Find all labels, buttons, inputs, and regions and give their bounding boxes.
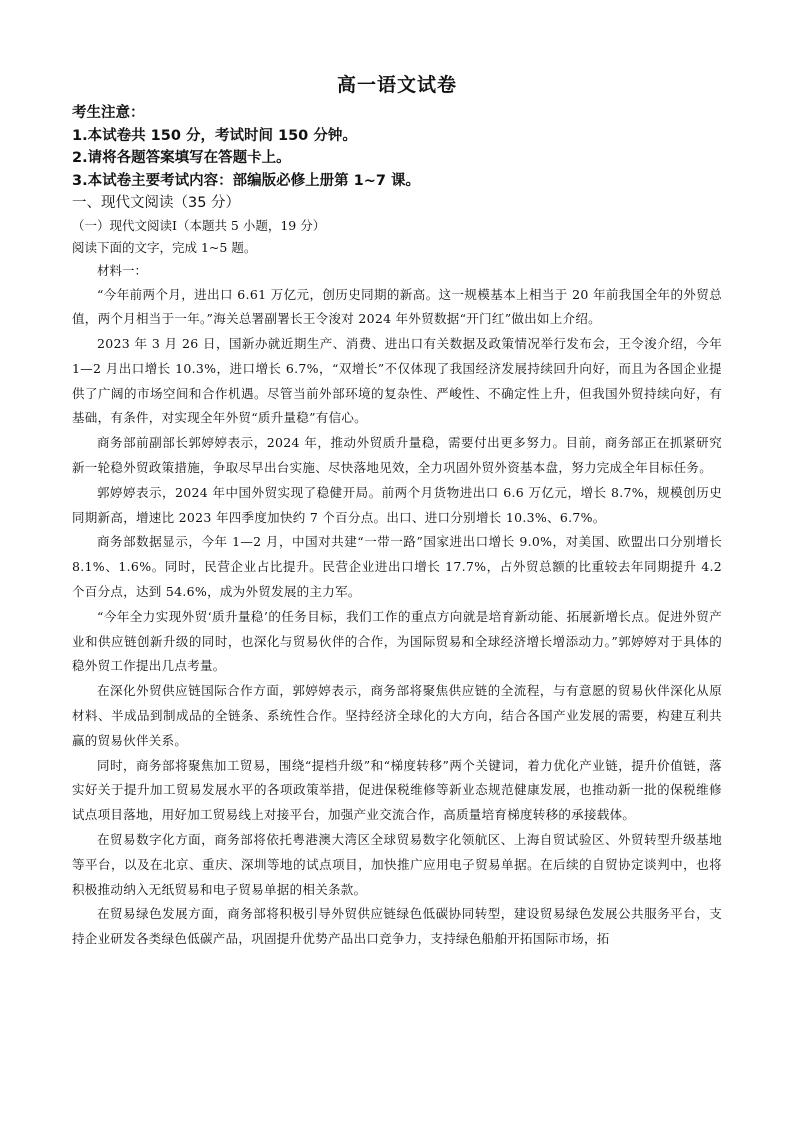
- reading-instruction: 阅读下面的文字，完成 1~5 题。: [72, 239, 257, 255]
- paragraph: 商务部数据显示，今年 1—2 月，中国对共建“一带一路”国家进出口增长 9.0%，对美国、欧盟出口分别增长 8.1%、1.6%。同时，民营企业占比提升。民营企业进出口增长 17.7%，占外贸总额的比重较去年同期提升 4.2 个百分点，达到 54.6%，成为外贸发展的主力军。: [72, 534, 722, 600]
- notice-item-2: 2.请将各题答案填写在答题卡上。: [72, 150, 291, 166]
- paragraph: 在深化外贸供应链国际合作方面，郭婷婷表示，商务部将聚焦供应链的全流程，与有意愿的贸易伙伴深化从原材料、半成品到制成品的全链条、系统性合作。坚持经济全球化的大方向，结合各国产业发展的需要，构建互利共赢的贸易伙伴关系。: [72, 683, 722, 748]
- notice-item-1: 1.本试卷共 150 分，考试时间 150 分钟。: [72, 127, 357, 144]
- exam-notice: [72, 102, 722, 192]
- material-label: 材料一：: [97, 262, 148, 278]
- paragraph: 商务部前副部长郭婷婷表示，2024 年，推动外贸质升量稳，需要付出更多努力。目前，商务部正在抓紧研究新一轮稳外贸政策措施，争取尽早出台实施、尽快落地见效，全力巩固外贸外资基本盘，努力完成全年目标任务。: [72, 435, 722, 476]
- section-modern-reading: [72, 192, 722, 952]
- paragraph: 在贸易绿色发展方面，商务部将积极引导外贸供应链绿色低碳协同转型，建设贸易绿色发展公共服务平台，支持企业研发各类绿色低碳产品，巩固提升优势产品出口竞争力，支持绿色船舶开拓国际市场，拓: [72, 906, 722, 947]
- paragraph: “今年前两个月，进出口 6.61 万亿元，创历史同期的新高。这一规模基本上相当于 20 年前我国全年的外贸总值，两个月相当于一年。”海关总署副署长王令浚对 2024 年外贸数据“开门红”做出如上介绍。: [72, 286, 722, 327]
- subsection-heading: （一）现代文阅读Ⅰ（本题共 5 小题，19 分）: [72, 217, 326, 233]
- notice-item-3: 3.本试卷主要考试内容：部编版必修上册第 1~7 课。: [72, 172, 421, 189]
- paragraph: “今年全力实现外贸‘质升量稳’的任务目标，我们工作的重点方向就是培育新动能、拓展新增长点。促进外贸产业和供应链创新升级的同时，也深化与贸易伙伴的合作，为国际贸易和全球经济增长增添动力。”郭婷婷对于具体的稳外贸工作提出几点考量。: [72, 608, 722, 674]
- notice-heading: 考生注意：: [72, 105, 145, 121]
- page-title: 高一语文试卷: [336, 74, 457, 96]
- paragraph: 在贸易数字化方面，商务部将依托粤港澳大湾区全球贸易数字化领航区、上海自贸试验区、外贸转型升级基地等平台，以及在北京、重庆、深圳等地的试点项目，加快推广应用电子贸易单据。在后续的自贸协定谈判中，也将积极推动纳入无纸贸易和电子贸易单据的相关条款。: [72, 832, 722, 897]
- exam-page: [72, 72, 722, 952]
- section-heading: 一、现代文阅读（35 分）: [72, 195, 241, 211]
- paragraph: 2023 年 3 月 26 日，国新办就近期生产、消费、进出口有关数据及政策情况举行发布会，王令浚介绍，今年 1—2 月出口增长 10.3%，进口增长 6.7%，“双增长”不仅体现了我国经济发展持续回升向好，而且为各国企业提供了广阔的市场空间和合作机遇。尽管当前外部环境的复杂性、严峻性、不确定性上升，但我国外贸持续向好，有基础，有条件，对实现全年外贸“质升量稳”有信心。: [72, 336, 722, 426]
- paragraph: 同时，商务部将聚焦加工贸易，围绕“提档升级”和“梯度转移”两个关键词，着力优化产业链，提升价值链，落实好关于提升加工贸易发展水平的各项政策举措，促进保税维修等新业态规范健康发展，也推动新一批的保税维修试点项目落地，用好加工贸易线上对接平台，加强产业交流合作，高质量培育梯度转移的承接载体。: [72, 757, 722, 823]
- paragraph: 郭婷婷表示，2024 年中国外贸实现了稳健开局。前两个月货物进出口 6.6 万亿元，增长 8.7%，规模创历史同期新高，增速比 2023 年四季度加快约 7 个百分点。出口、进口分别增长 10.3%、6.7%。: [72, 484, 722, 525]
